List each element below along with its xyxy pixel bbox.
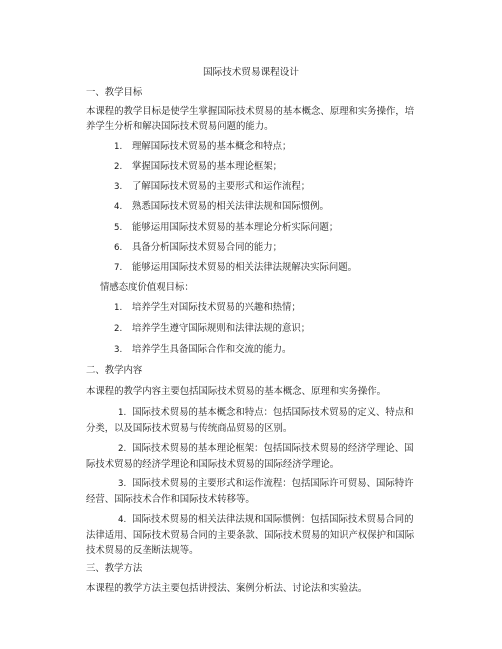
attitude-item-number: 3.: [114, 345, 123, 355]
section-3-intro: 本课程的教学方法主要包括讲授法、案例分析法、讨论法和实验法。: [86, 583, 368, 594]
goal-item: [114, 180, 310, 194]
content-item-number: 3.: [118, 479, 127, 489]
content-item-number: 4.: [118, 515, 127, 525]
goal-item-text: 掌握国际技术贸易的基本理论框架；: [132, 161, 283, 172]
goal-item-number: 3.: [114, 182, 123, 192]
goal-item-number: 6.: [114, 243, 123, 253]
goal-item: [114, 241, 282, 255]
content-item: [86, 405, 420, 436]
goal-item: [114, 200, 329, 214]
content-item: [86, 476, 420, 507]
content-item-text: 国际技术贸易的主要形式和运作流程：包括国际许可贸易、国际特许经营、国际技术合作和国际技术转移等。: [86, 478, 414, 505]
content-item-text: 国际技术贸易的相关法律法规和国际惯例：包括国际技术贸易合同的法律适用、国际技术贸易合同的主要条款、国际技术贸易的知识产权保护和国际技术贸易的反垄断法规等。: [86, 514, 415, 556]
section-2-heading: 二、教学内容: [86, 365, 143, 376]
goal-item-number: 2.: [114, 162, 123, 172]
content-item: [86, 512, 420, 558]
goal-item-number: 5.: [114, 223, 123, 233]
content-item-text: 国际技术贸易的基本理论框架：包括国际技术贸易的经济学理论、国际技术贸易的经济学理论和国际技术贸易的国际经济学理论。: [86, 443, 414, 470]
goal-item: [114, 160, 282, 174]
attitude-item: [114, 322, 310, 336]
section-1-intro-text: 本课程的教学目标是使学生掌握国际技术贸易的基本概念、原理和实务操作，培养学生分析和解决国际技术贸易问题的能力。: [86, 106, 415, 132]
goal-item: [114, 261, 357, 275]
goal-item-text: 具备分析国际技术贸易合同的能力；: [132, 242, 283, 253]
goal-item-number: 1.: [114, 142, 123, 152]
section-1-intro: [86, 104, 420, 134]
content-item-number: 1.: [118, 408, 127, 418]
attitude-item-text: 培养学生遵守国际规则和法律法规的意识；: [132, 323, 311, 334]
goal-item: [114, 140, 291, 154]
goal-item: [114, 221, 338, 235]
goal-item-text: 了解国际技术贸易的主要形式和运作流程；: [132, 181, 311, 192]
document-title: 国际技术贸易课程设计: [203, 67, 299, 78]
content-item: [86, 441, 420, 472]
attitude-item-number: 1.: [114, 303, 123, 313]
attitude-item-text: 培养学生对国际技术贸易的兴趣和热情；: [132, 302, 301, 313]
goal-item-text: 熟悉国际技术贸易的相关法律法规和国际惯例。: [132, 201, 329, 212]
attitude-item-number: 2.: [114, 324, 123, 334]
goal-item-number: 4.: [114, 202, 123, 212]
goal-item-number: 7.: [114, 263, 123, 273]
goal-item-text: 能够运用国际技术贸易的基本理论分析实际问题；: [132, 222, 339, 233]
section-2-intro: 本课程的教学内容主要包括国际技术贸易的基本概念、原理和实务操作。: [86, 386, 387, 397]
section-3-heading: 三、教学方法: [86, 563, 143, 574]
content-item-text: 国际技术贸易的基本概念和特点：包括国际技术贸易的定义、特点和分类，以及国际技术贸易与传统商品贸易的区别。: [86, 407, 414, 434]
content-item-number: 2.: [118, 444, 127, 454]
attitude-item: [114, 301, 301, 315]
goal-item-text: 能够运用国际技术贸易的相关法律法规解决实际问题。: [132, 262, 358, 273]
attitude-item-text: 培养学生具备国际合作和交流的能力。: [132, 344, 292, 355]
goal-item-text: 理解国际技术贸易的基本概念和特点；: [132, 141, 292, 152]
attitude-heading: 情感态度价值观目标：: [100, 282, 194, 293]
section-1-heading: 一、教学目标: [86, 87, 143, 98]
attitude-item: [114, 343, 291, 357]
